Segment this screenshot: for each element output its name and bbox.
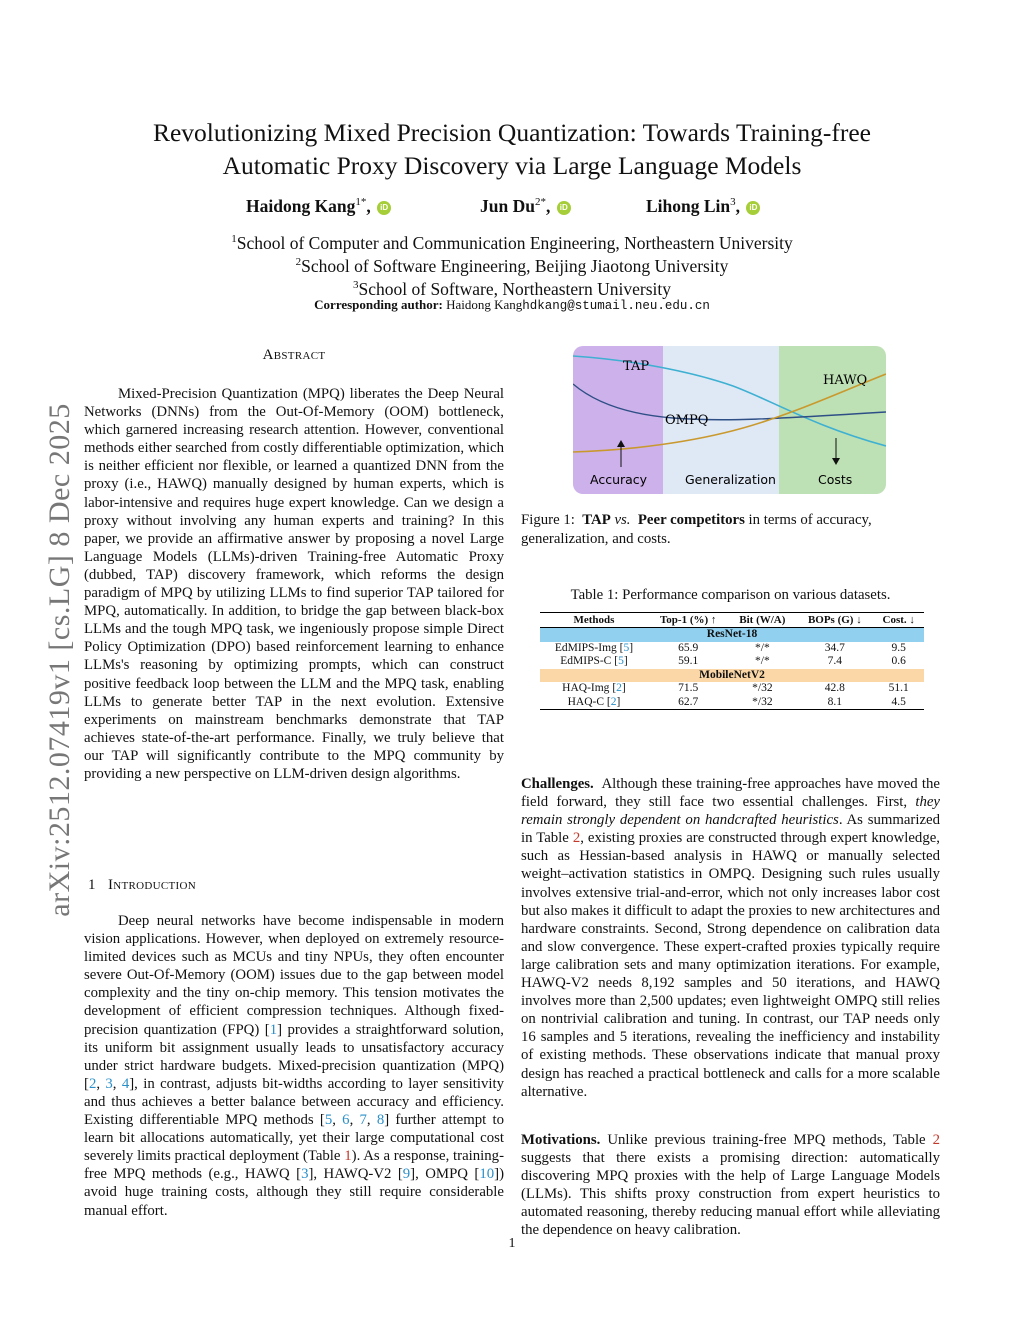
citation-link[interactable]: 8 xyxy=(376,1112,385,1129)
title-line-1: Revolutionizing Mixed Precision Quantization: Towards Training-free xyxy=(152,118,871,147)
accuracy-label: Accuracy xyxy=(590,472,648,487)
performance-table xyxy=(540,612,924,710)
table-row: EdMIPS-Img [5] 65.9 */* 34.7 9.5 xyxy=(554,641,906,654)
hawq-label: HAWQ xyxy=(823,373,868,388)
costs-label: Costs xyxy=(818,472,853,487)
citation-link[interactable]: 2 xyxy=(88,1075,97,1092)
citation-link[interactable]: 2 xyxy=(610,695,617,708)
figure-1 xyxy=(573,346,886,494)
author-1: Haidong Kang$^{1*}$, iD xyxy=(246,196,391,217)
affiliation-1: $^1$School of Computer and Communication Engineering, Northeastern University xyxy=(231,232,793,253)
citation-link[interactable]: 5 xyxy=(618,655,624,667)
citation-link[interactable]: 1 xyxy=(269,1021,278,1038)
table-ref-link[interactable]: 1 xyxy=(344,1148,352,1165)
citation-link[interactable]: 7 xyxy=(359,1112,367,1129)
affiliation-2: $^2$School of Software Engineering, Beijing Jiaotong University xyxy=(295,255,729,276)
author-sup: 2* xyxy=(534,196,546,209)
col-methods: Methods xyxy=(540,613,648,628)
affiliation-3: $^3$School of Software, Northeastern University xyxy=(353,278,671,299)
table-header-row xyxy=(540,613,924,628)
generalization-label: Generalization xyxy=(685,472,776,487)
arxiv-stamp: arXiv:2512.07419v1 [cs.LG] 8 Dec 2025 xyxy=(43,403,76,917)
corresponding-author: Corresponding author: Haidong Kanghdkang@stumail.neu.edu.cn xyxy=(314,297,710,313)
author-3: Lihong Lin$^3$, iD xyxy=(646,196,760,217)
table-row: HAQ-Img [2] 71.5 */32 42.8 51.1 xyxy=(562,682,909,694)
abstract-heading: Abstract xyxy=(262,347,326,363)
citation-link[interactable]: 10 xyxy=(479,1166,495,1183)
intro-paragraph: Deep neural networks have become indispensable in modern vision applications. However, when deployed on extremely resource-limited devices such as MCUs and tiny NPUs, they often encounter severe Out-Of-Memory (OOM) issues due to the gap between model complexity and the tiny on-chip memory. This tension motivates the development of efficient compression techniques. Although fixed-precision quantization (FPQ) [1] provides a straightforward solution, its uniform bit assignment usually leads to unsatisfactory accuracy under strict hardware budgets. Mixed-precision quantization (MPQ) [2, 3, 4], in contrast, adjusts bit-widths according to layer sensitivity and thus achieves a better balance between accuracy and efficiency. Existing differentiable MPQ methods [5, 6, 7, 8] further attempt to learn bit allocations automatically, yet their large computational cost severely limits practical deployment (Table 1). As a response, training-free MPQ methods (e.g., HAWQ [3], HAWQ-V2 [9], OMPQ [10]) avoid huge training costs, although they still require considerable manual effort. xyxy=(84,913,505,1219)
table-1 xyxy=(540,612,924,710)
figure-1-diagram xyxy=(573,346,886,494)
citation-link[interactable]: 5 xyxy=(324,1112,333,1129)
email-link[interactable]: hdkang@stumail.neu.edu.cn xyxy=(522,299,710,313)
author-2: Jun $Du^{2*}$, iD xyxy=(480,196,571,217)
citation-link[interactable]: 2 xyxy=(616,682,622,694)
motivations-paragraph: Motivations. Unlike previous training-free MPQ methods, Table 2 suggests that there exists a promising direction: automatically discovering MPQ proxies with the help of Large Language Models (LLMs). This shifts proxy construction from expert heuristics to automated reasoning, thereby reducing manual effort while alleviating the dependence on heavy calibration. xyxy=(521,1132,941,1239)
col-bops: BOPs (G) ↓ xyxy=(796,613,873,628)
table-1-caption: Table 1: Performance comparison on various datasets. xyxy=(570,587,891,603)
challenges-paragraph: Challenges. Although these training-free approaches have moved the field forward, they still face two essential challenges. First, they remain strongly dependent on handcrafted heuristics. As summarized in Table 2, existing proxies are constructed through expert knowledge, such as Hessian-based analysis in HAWQ or manually selected weight–activation statistics in OMPQ. Designing such rules usually involves extensive trial-and-error, which not only increases labor cost but also makes it difficult to adapt the proxies to new architectures and hardware constraints. Second, Strong dependence on calibration data and slow convergence. These expert-crafted proxies typically require large calibration sets and many optimization iterations. For example, HAWQ-V2 needs 8,192 samples and 50 iterations, and HAWQ involves more than 2,500 updates; even lightweight OMPQ still relies on nontrivial calibration and tuning. In contrast, our TAP needs only 16 samples and 5 iterations, revealing the inefficiency and instability of existing methods. These observations indicate that manual proxy design has reached a practical bottleneck and calls for a more scalable alternative. xyxy=(521,776,941,1100)
table-row: EdMIPS-C [5] 59.1 */* 7.4 0.6 xyxy=(560,655,906,667)
table-ref-link[interactable]: 2 xyxy=(572,830,581,847)
intro-heading: 1 Introduction xyxy=(88,877,197,893)
group-row-resnet18: ResNet-18 xyxy=(540,628,924,642)
author-name: Lihong Lin xyxy=(646,196,731,216)
table-row: HAQ-C [2] 62.7 */32 8.1 4.5 xyxy=(540,696,924,710)
citation-link[interactable]: 5 xyxy=(623,641,630,654)
table-ref-link[interactable]: 2 xyxy=(932,1132,941,1148)
col-cost: Cost. ↓ xyxy=(873,613,924,628)
orcid-icon[interactable]: iD xyxy=(377,201,391,215)
abstract-text: Mixed-Precision Quantization (MPQ) liberates the Deep Neural Networks (DNNs) from the Out-Of-Memory (OOM) bottleneck, which garnered increasing research attention. However, conventional methods either searched from costly differentiable optimization, which is neither efficient nor flexible, or learned a quantized DNN from the proxy (i.e., HAWQ) manually designed by human experts, which is labor-intensive and requires huge expert knowledge. Can we design a proxy without involving any human experts and training? In this paper, we provide an affirmative answer by proposing a novel Large Language Models (LLMs)-driven Training-free Automatic Proxy (dubbed, TAP) discovery framework, which reforms the design paradigm of MPQ by utilizing LLMs to find superior TAP tailored for MPQ, automatically. In addition, to bridge the gap between black-box LLMs and the tough MPQ task, we ingeniously propose simple Direct Policy Optimization (DPO) based reinforcement learning to enhance LLMs's reasoning by optimizing prompts, which can construct positive feedback loop between the LLM and the MPQ task, enabling LLMs to generate better TAP in the next evolution. Extensive experiments on mainstream benchmarks demonstrate that TAP achieves state-of-the-art performance. Finally, we truly believe that our TAP will significantly contribute to the MPQ community by providing a new perspective on LLM-driven design algorithms. xyxy=(84,386,504,782)
page-number: 1 xyxy=(508,1236,516,1251)
title-line-2: Automatic Proxy Discovery via Large Language Models xyxy=(222,151,802,180)
citation-link[interactable]: 6 xyxy=(342,1112,350,1129)
author-name: Jun Du xyxy=(480,196,535,216)
group-row-mobilenetv2: MobileNetV2 xyxy=(540,669,924,683)
author-sup: 1* xyxy=(355,196,367,209)
author-name: Haidong Kang xyxy=(246,196,356,216)
citation-link[interactable]: 4 xyxy=(121,1075,130,1092)
figure-1-caption: Figure 1: TAP vs. Peer competitors in terms of accuracy, generalization, and costs. xyxy=(521,512,872,547)
citation-link[interactable]: 9 xyxy=(402,1166,411,1183)
citation-link[interactable]: 3 xyxy=(105,1075,113,1092)
col-top1: Top-1 (%) ↑ xyxy=(648,613,729,628)
tap-label: TAP xyxy=(623,359,650,374)
orcid-icon[interactable]: iD xyxy=(746,201,760,215)
paper-title xyxy=(0,116,1024,182)
orcid-icon[interactable]: iD xyxy=(557,201,571,215)
col-bit: Bit (W/A) xyxy=(729,613,797,628)
ompq-label: OMPQ xyxy=(665,413,709,428)
author-sup: 3 xyxy=(730,196,736,209)
citation-link[interactable]: 3 xyxy=(301,1166,309,1183)
